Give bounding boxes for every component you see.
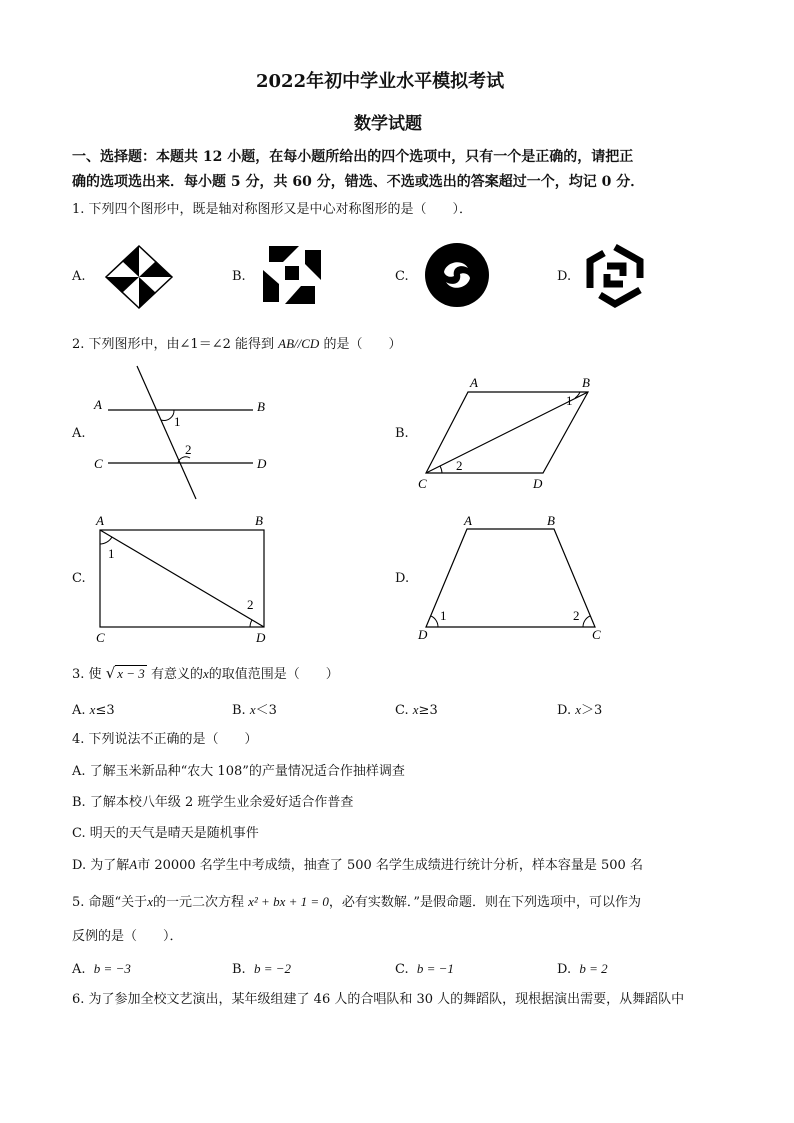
q2-stem-post: 的是（ ） xyxy=(323,337,402,352)
q3-option-c xyxy=(395,703,438,717)
q2-figure-a xyxy=(90,362,280,502)
fig-b-point-c: C xyxy=(418,476,427,491)
q1-option-a-label: A. xyxy=(72,269,86,284)
sqrt-sign-icon: √ xyxy=(105,664,116,682)
q5-stem-mid: 的一元二次方程 xyxy=(152,895,244,910)
section-instructions-line2: 确的选项选出来．每小题 5 分，共 60 分，错选、不选或选出的答案超过一个，均记 0 分． xyxy=(72,174,645,190)
q5-var: x xyxy=(147,894,153,909)
fig-c-point-c: C xyxy=(96,630,105,645)
yin-yang-icon xyxy=(424,242,490,308)
q2-option-d-label: D. xyxy=(395,571,410,586)
q5-stem-line2: 反例的是（ ）． xyxy=(72,929,183,944)
fig-c-angle-2: 2 xyxy=(247,597,254,612)
fig-a-angle-2: 2 xyxy=(185,442,192,457)
fig-d-point-c: C xyxy=(592,627,601,642)
section-instructions-line1: 一、选择题：本题共 12 小题，在每小题所给出的四个选项中，只有一个是正确的，请把正 xyxy=(72,149,634,165)
q4-option-d-pre: D. 为了解 xyxy=(72,858,130,873)
q5-stem-pre: 5. 命题“关于 xyxy=(72,895,148,910)
q5-equation: x² + bx + 1 = 0 xyxy=(248,894,329,909)
fig-b-point-a: A xyxy=(470,375,478,390)
fig-c-angle-1: 1 xyxy=(108,546,115,561)
q4-option-c: C. 明天的天气是晴天是随机事件 xyxy=(72,826,259,841)
q3-option-a xyxy=(72,703,115,717)
q2-stem xyxy=(72,337,401,351)
q3-stem-mid: 有意义的 xyxy=(150,667,203,682)
q1-option-b-label: B. xyxy=(232,269,246,284)
q5-stem-post: ，必有实数解．”是假命题．则在下列选项中，可以作为 xyxy=(328,895,642,910)
q4-option-d-var: A xyxy=(129,857,138,872)
fig-a-point-b: B xyxy=(257,399,265,414)
q3-option-c-rel: ≥3 xyxy=(418,703,438,718)
q5-option-c xyxy=(395,962,454,976)
fig-d-angle-2: 2 xyxy=(573,608,580,623)
page-subtitle: 数学试题 xyxy=(354,114,422,134)
fig-d-point-d: D xyxy=(418,627,428,642)
split-square-icon xyxy=(259,242,325,308)
q3-option-c-label: C. xyxy=(395,703,409,718)
q2-figure-d xyxy=(412,512,612,647)
q5-option-d-value: b = 2 xyxy=(579,961,608,976)
q2-figure-c xyxy=(90,510,280,650)
q4-option-d-post: 市 20000 名学生中考成绩，抽查了 500 名学生成绩进行统计分析，样本容量是 500 名 xyxy=(137,858,643,873)
fig-a-point-c: C xyxy=(94,456,103,471)
q3-option-d-var: x xyxy=(575,702,582,717)
fig-d-point-b: B xyxy=(547,513,555,528)
fig-b-angle-2: 2 xyxy=(456,458,463,473)
q3-option-d-rel: ＞3 xyxy=(581,703,603,718)
q5-option-b-value: b = −2 xyxy=(253,961,291,976)
q4-option-b: B. 了解本校八年级 2 班学生业余爱好适合作普查 xyxy=(72,795,354,810)
q3-option-a-rel: ≤3 xyxy=(95,703,115,718)
q3-option-b xyxy=(232,703,277,717)
fig-c-point-d: D xyxy=(256,630,266,645)
q6-stem: 6. 为了参加全校文艺演出，某年级组建了 46 人的合唱队和 30 人的舞蹈队，现根据演出需要，从舞蹈队中 xyxy=(72,992,685,1007)
q1-option-d-label: D. xyxy=(557,269,572,284)
q5-option-c-label: C. xyxy=(395,962,409,977)
fig-c-point-a: A xyxy=(96,513,104,528)
q3-radicand: x − 3 xyxy=(117,666,145,681)
q4-stem: 4. 下列说法不正确的是（ ） xyxy=(72,732,258,747)
q2-option-a-label: A. xyxy=(72,426,86,441)
q4-option-a: A. 了解玉米新品种“农大 108”的产量情况适合作抽样调查 xyxy=(72,764,405,779)
q2-option-c-label: C. xyxy=(72,571,86,586)
pinwheel-icon xyxy=(104,244,174,310)
q2-option-b-label: B. xyxy=(395,426,409,441)
q1-stem: 1. 下列四个图形中，既是轴对称图形又是中心对称图形的是（ ）． xyxy=(72,202,473,217)
fig-b-angle-1: 1 xyxy=(566,393,573,408)
q3-option-c-var: x xyxy=(412,702,419,717)
q5-option-a-value: b = −3 xyxy=(93,961,131,976)
q3-option-b-rel: ＜3 xyxy=(255,703,277,718)
q3-option-b-label: B. xyxy=(232,703,246,718)
q5-option-b xyxy=(232,962,291,976)
q1-option-c-label: C. xyxy=(395,269,409,284)
fig-b-point-b: B xyxy=(582,375,590,390)
page-title: 2022年初中学业水平模拟考试 xyxy=(256,71,505,92)
q3-option-b-var: x xyxy=(249,702,256,717)
q3-option-a-var: x xyxy=(89,702,96,717)
fig-c-point-b: B xyxy=(255,513,263,528)
q5-option-b-label: B. xyxy=(232,962,246,977)
q5-option-d-label: D. xyxy=(557,962,572,977)
q5-option-d xyxy=(557,962,608,976)
q2-stem-math: AB//CD xyxy=(278,336,320,351)
q3-stem-pre: 3. 使 xyxy=(72,667,102,682)
q2-stem-pre: 2. 下列图形中，由∠1＝∠2 能得到 xyxy=(72,337,274,352)
q3-option-d xyxy=(557,703,602,717)
q4-option-d xyxy=(72,858,643,872)
q5-option-a xyxy=(72,962,131,976)
fig-b-point-d: D xyxy=(533,476,543,491)
q5-option-a-label: A. xyxy=(72,962,86,977)
q3-stem-post: 的取值范围是（ ） xyxy=(208,667,339,682)
q5-stem xyxy=(72,895,641,909)
fig-a-point-d: D xyxy=(257,456,267,471)
q3-stem xyxy=(72,666,339,681)
q2-figure-b xyxy=(412,372,602,492)
fig-a-point-a: A xyxy=(94,397,102,412)
fig-d-angle-1: 1 xyxy=(440,608,447,623)
q3-option-d-label: D. xyxy=(557,703,572,718)
fig-d-point-a: A xyxy=(464,513,472,528)
q3-var: x xyxy=(202,666,209,681)
q5-option-c-value: b = −1 xyxy=(416,961,454,976)
hexagon-spiral-icon xyxy=(583,242,647,308)
fig-a-angle-1: 1 xyxy=(174,414,181,429)
q3-option-a-label: A. xyxy=(72,703,86,718)
